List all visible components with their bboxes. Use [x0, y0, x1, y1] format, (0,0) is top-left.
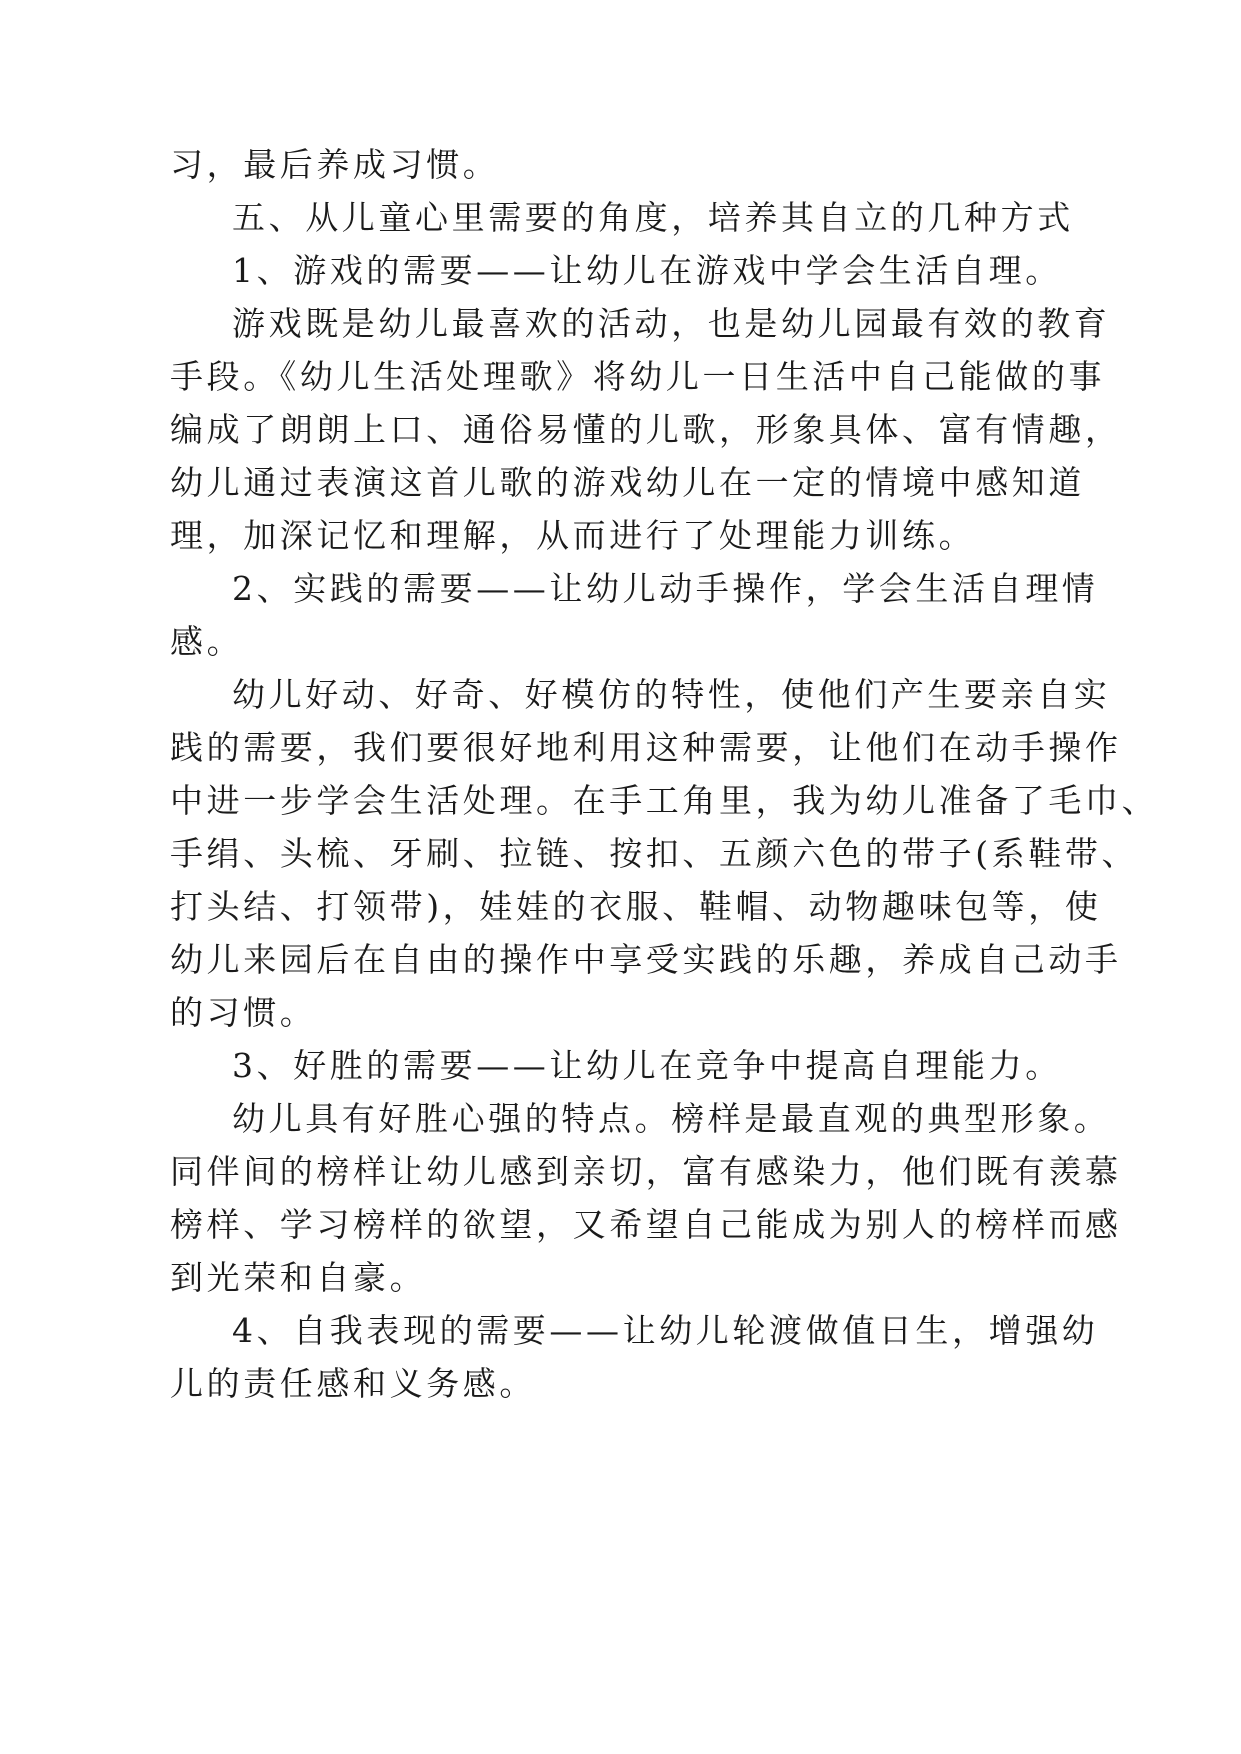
section-heading: 五、从儿童心里需要的角度，培养其自立的几种方式 — [232, 198, 1074, 237]
text-line: 幼儿好动、好奇、好模仿的特性，使他们产生要亲自实 — [232, 675, 1111, 714]
text-line: 儿的责任感和义务感。 — [170, 1364, 536, 1403]
text-line: 榜样、学习榜样的欲望，又希望自己能成为别人的榜样而感 — [170, 1205, 1122, 1244]
text-line: 幼儿通过表演这首儿歌的游戏幼儿在一定的情境中感知道 — [170, 463, 1085, 502]
text-line: 的习惯。 — [170, 993, 317, 1032]
text-line: 中进一步学会生活处理。在手工角里，我为幼儿准备了毛巾、 — [170, 781, 1159, 820]
text-line: 践的需要，我们要很好地利用这种需要，让他们在动手操作 — [170, 728, 1122, 767]
text-line: 幼儿来园后在自由的操作中享受实践的乐趣，养成自己动手 — [170, 940, 1122, 979]
subsection-heading: 2、实践的需要——让幼儿动手操作，学会生活自理情 — [232, 569, 1099, 608]
text-line: 感。 — [170, 622, 244, 661]
text-line: 幼儿具有好胜心强的特点。榜样是最直观的典型形象。 — [232, 1099, 1111, 1138]
subsection-heading: 4、自我表现的需要——让幼儿轮渡做值日生，增强幼 — [232, 1311, 1099, 1350]
text-line: 习，最后养成习惯。 — [170, 145, 500, 184]
text-line: 编成了朗朗上口、通俗易懂的儿歌，形象具体、富有情趣， — [170, 410, 1122, 449]
text-line: 理，加深记忆和理解，从而进行了处理能力训练。 — [170, 516, 976, 555]
text-line: 游戏既是幼儿最喜欢的活动，也是幼儿园最有效的教育 — [232, 304, 1111, 343]
subsection-heading: 1、游戏的需要——让幼儿在游戏中学会生活自理。 — [232, 251, 1062, 290]
text-line: 到光荣和自豪。 — [170, 1258, 427, 1297]
text-line: 手段。《幼儿生活处理歌》将幼儿一日生活中自己能做的事 — [170, 357, 1106, 396]
subsection-heading: 3、好胜的需要——让幼儿在竞争中提高自理能力。 — [232, 1046, 1062, 1085]
text-line: 手绢、头梳、牙刷、拉链、按扣、五颜六色的带子(系鞋带、 — [170, 834, 1139, 873]
text-line: 打头结、打领带)，娃娃的衣服、鞋帽、动物趣味包等，使 — [170, 887, 1102, 926]
text-line: 同伴间的榜样让幼儿感到亲切，富有感染力，他们既有羡慕 — [170, 1152, 1122, 1191]
